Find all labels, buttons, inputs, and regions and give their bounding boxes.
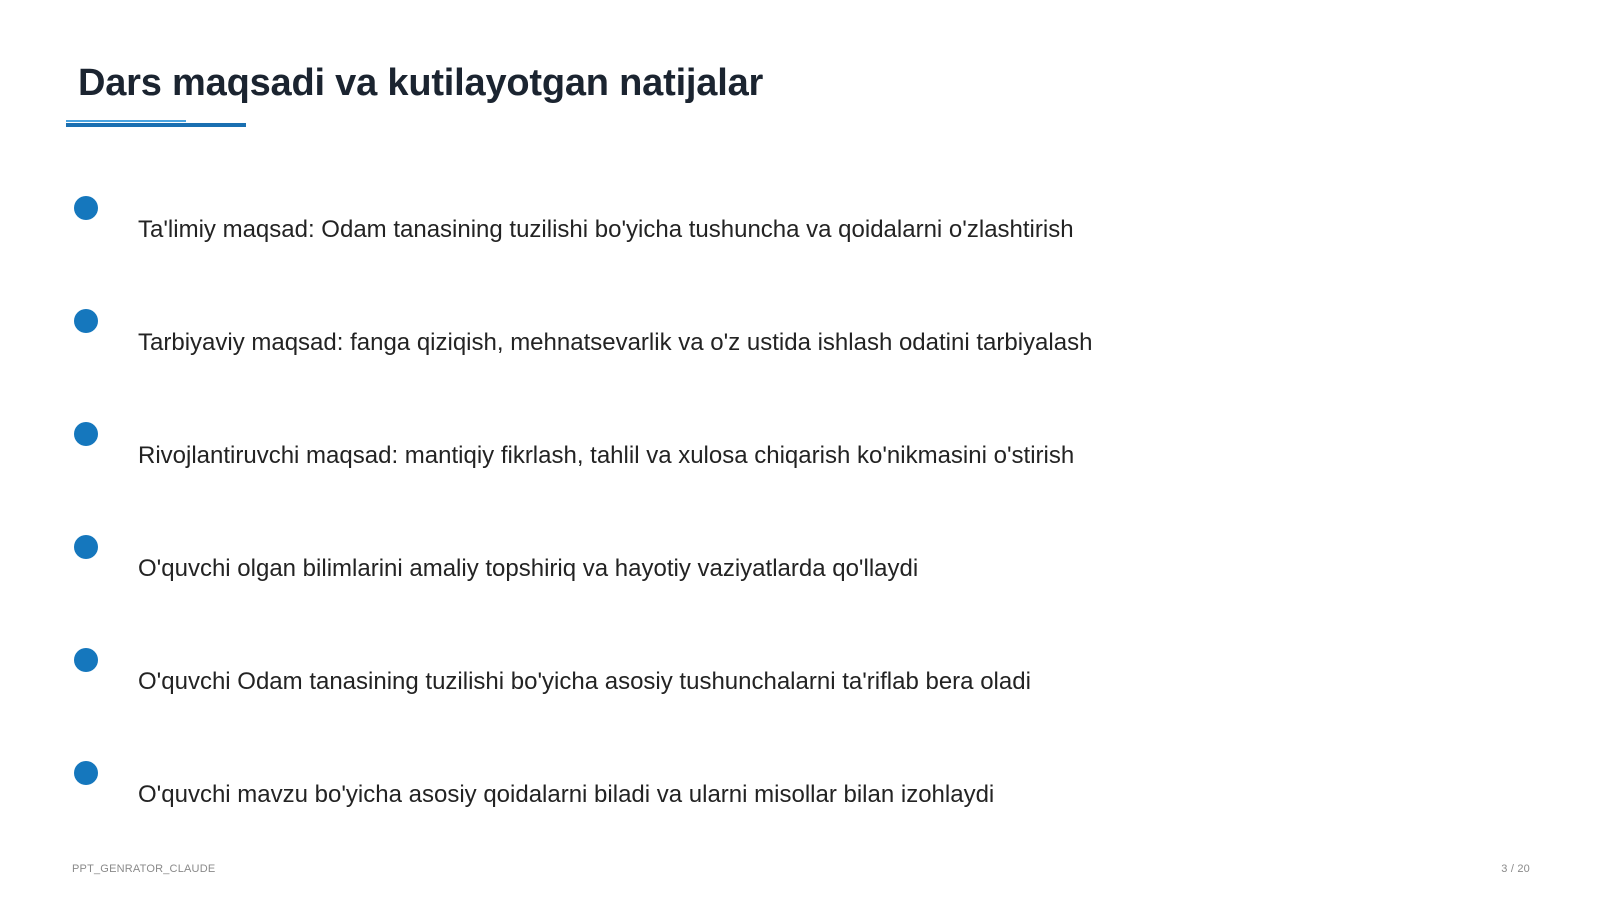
objective-item <box>74 422 1274 482</box>
slide-title: Dars maqsadi va kutilayotgan natijalar <box>78 62 764 104</box>
bullet-dot-icon <box>74 648 98 672</box>
bullet-dot-icon <box>74 309 98 333</box>
bullet-dot-icon <box>74 196 98 220</box>
objective-text: Tarbiyaviy maqsad: fanga qiziqish, mehnatsevarlik va o'z ustida ishlash odatini tarbiyalash <box>138 329 1093 356</box>
objective-item <box>74 761 1274 821</box>
objective-text: O'quvchi olgan bilimlarini amaliy topshiriq va hayotiy vaziyatlarda qo'llaydi <box>138 555 919 582</box>
objective-text: Ta'limiy maqsad: Odam tanasining tuzilishi bo'yicha tushuncha va qoidalarni o'zlashtirish <box>138 216 1074 243</box>
page-indicator: 3 / 20 <box>1501 863 1530 875</box>
objective-item <box>74 309 1274 369</box>
bullet-dot-icon <box>74 422 98 446</box>
footer-generator-label: PPT_GENRATOR_CLAUDE <box>72 863 216 875</box>
objective-text: O'quvchi mavzu bo'yicha asosiy qoidalarni biladi va ularni misollar bilan izohlaydi <box>138 781 995 808</box>
bullet-dot-icon <box>74 535 98 559</box>
objective-item <box>74 648 1274 708</box>
objective-text: O'quvchi Odam tanasining tuzilishi bo'yicha asosiy tushunchalarni ta'riflab bera oladi <box>138 668 1031 695</box>
bullet-dot-icon <box>74 761 98 785</box>
objective-text: Rivojlantiruvchi maqsad: mantiqiy fikrlash, tahlil va xulosa chiqarish ko'nikmasini o'stirish <box>138 442 1075 469</box>
objective-item <box>74 535 1274 595</box>
objective-item <box>74 196 1274 256</box>
